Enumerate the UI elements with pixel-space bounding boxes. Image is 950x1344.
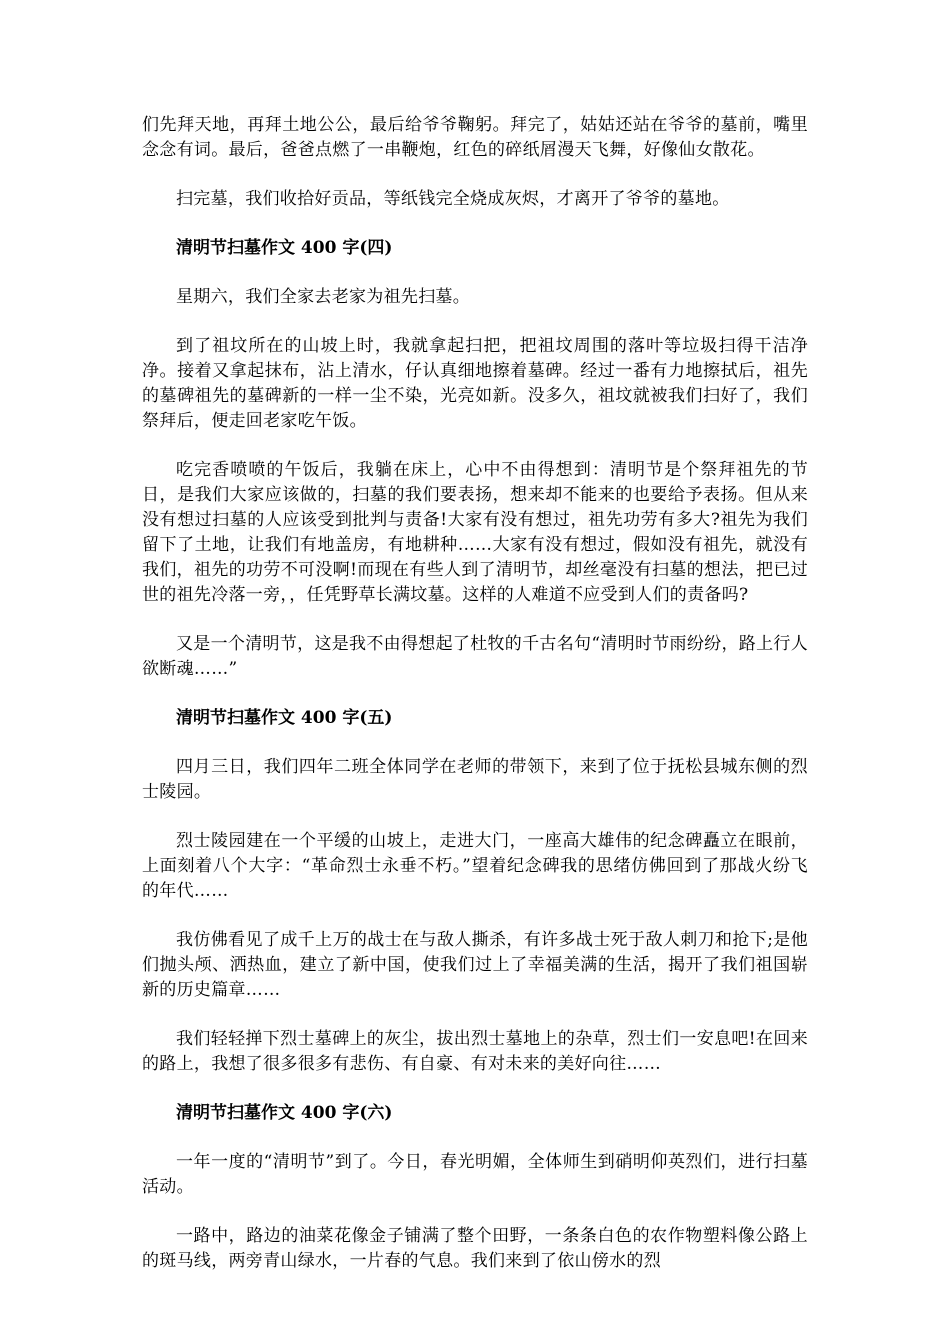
paragraph: 我们轻轻掸下烈士墓碑上的灰尘，拔出烈士墓地上的杂草，烈士们一安息吧!在回来的路上，我想了很多很多有悲伤、有自豪、有对未来的美好向往…… [142, 1029, 808, 1074]
section-heading: 清明节扫墓作文 400 字(五) [176, 708, 393, 728]
paragraph: 吃完香喷喷的午饭后，我躺在床上，心中不由得想到：清明节是个祭拜祖先的节日，是我们大家应该做的，扫墓的我们要表扬，想来却不能来的也要给予表扬。但从来没有想过扫墓的人应该受到批判与责备!大家有没有想过，祖先功劳有多大?祖先为我们留下了土地，让我们有地盖房，有地耕种……大家有没有想过，假如没有祖先，就没有我们，祖先的功劳不可没啊!而现在有些人到了清明节，却丝毫没有扫墓的想法，把已过世的祖先冷落一旁，，任凭野草长满坟墓。这样的人难道不应受到人们的责备吗? [142, 460, 808, 605]
paragraph: 们先拜天地，再拜土地公公，最后给爷爷鞠躬。拜完了，姑姑还站在爷爷的墓前，嘴里念念有词。最后，爸爸点燃了一串鞭炮，红色的碎纸屑漫天飞舞，好像仙女散花。 [142, 115, 808, 160]
paragraph: 扫完墓，我们收拾好贡品，等纸钱完全烧成灰烬，才离开了爷爷的墓地。 [176, 189, 730, 209]
paragraph: 又是一个清明节，这是我不由得想起了杜牧的千古名句“清明时节雨纷纷，路上行人欲断魂……” [142, 634, 808, 679]
section-heading: 清明节扫墓作文 400 字(六) [176, 1103, 393, 1123]
paragraph: 烈士陵园建在一个平缓的山坡上，走进大门，一座高大雄伟的纪念碑矗立在眼前，上面刻着八个大字：“革命烈士永垂不朽。”望着纪念碑我的思绪仿佛回到了那战火纷飞的年代…… [142, 831, 808, 901]
paragraph: 四月三日，我们四年二班全体同学在老师的带领下，来到了位于抚松县城东侧的烈士陵园。 [142, 757, 808, 802]
paragraph: 星期六，我们全家去老家为祖先扫墓。 [176, 287, 471, 307]
document-page [142, 113, 808, 1298]
paragraph: 我仿佛看见了成千上万的战士在与敌人撕杀，有许多战士死于敌人刺刀和抢下;是他们抛头颅、洒热血，建立了新中国，使我们过上了幸福美满的生活，揭开了我们祖国崭新的历史篇章…… [142, 930, 808, 1000]
paragraph: 到了祖坟所在的山坡上时，我就拿起扫把，把祖坟周围的落叶等垃圾扫得干洁净净。接着又拿起抹布，沾上清水，仔认真细地擦着墓碑。经过一番有力地擦拭后，祖先的墓碑祖先的墓碑新的一样一尘不染，光亮如新。没多久，祖坟就被我们扫好了，我们祭拜后，便走回老家吃午饭。 [142, 336, 808, 431]
paragraph: 一路中，路边的油菜花像金子铺满了整个田野，一条条白色的农作物塑料像公路上的斑马线，两旁青山绿水，一片春的气息。我们来到了依山傍水的烈 [142, 1226, 808, 1271]
section-heading: 清明节扫墓作文 400 字(四) [176, 238, 393, 258]
paragraph: 一年一度的“清明节”到了。今日，春光明媚，全体师生到硝明仰英烈们，进行扫墓活动。 [142, 1152, 808, 1197]
